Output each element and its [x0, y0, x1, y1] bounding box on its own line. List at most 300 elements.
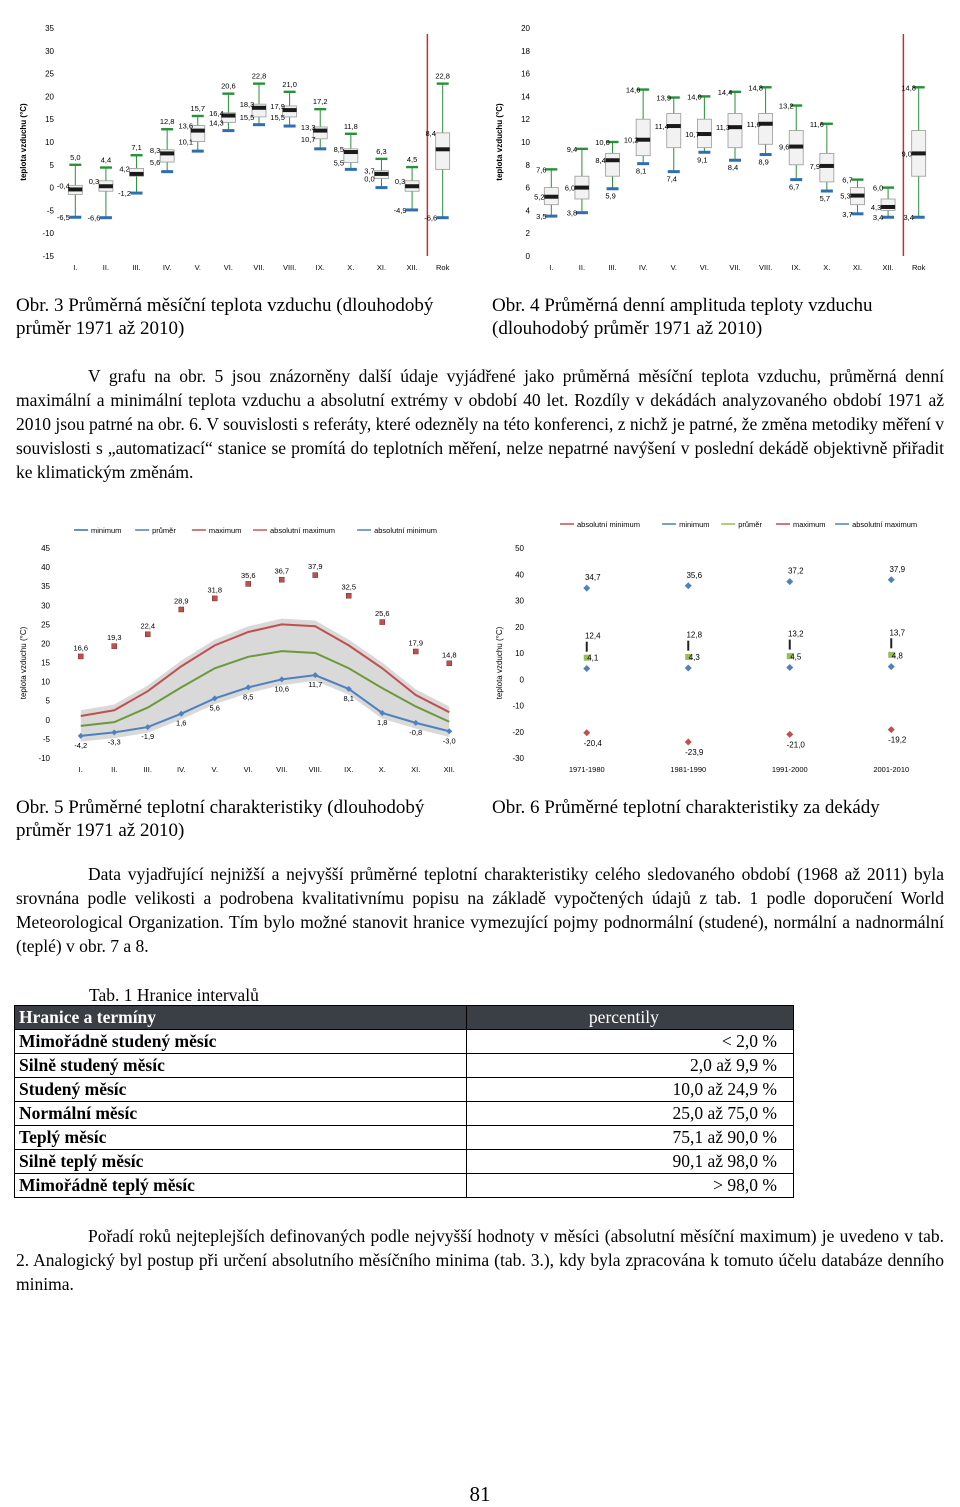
data-label: 3,7 — [364, 166, 375, 176]
data-label: -6,6 — [424, 213, 438, 223]
y-tick-label: 0 — [519, 675, 524, 685]
data-label: 6,0 — [872, 183, 884, 193]
box-body — [606, 153, 620, 176]
table-header-cell: percentily — [466, 1006, 793, 1030]
data-label: 3,4 — [903, 213, 914, 223]
box-max-marker — [161, 128, 173, 130]
series-point — [786, 578, 793, 585]
box-median — [728, 125, 742, 129]
box-min-marker — [821, 190, 833, 193]
x-tick-label: I. — [78, 765, 83, 774]
box-min-marker — [790, 178, 802, 181]
data-label: 17,2 — [312, 97, 328, 107]
box-median — [68, 187, 82, 191]
box-min-marker — [222, 129, 234, 132]
data-label: 3,7 — [842, 209, 853, 219]
table-header-cell: Hranice a termíny — [15, 1006, 467, 1030]
table-row — [15, 1078, 794, 1102]
legend-label: maximum — [793, 520, 826, 529]
minimum-label: -3,3 — [107, 737, 121, 747]
x-tick-label: XI. — [376, 263, 387, 272]
maximum-point — [687, 641, 689, 651]
table-cell-percentile: 25,0 až 75,0 % — [466, 1102, 793, 1126]
box-min-marker — [100, 216, 112, 219]
x-tick-label: VI. — [223, 263, 233, 272]
box-min-marker — [668, 170, 680, 173]
minimum-label: 1,6 — [176, 718, 187, 728]
box-min-marker — [729, 159, 741, 162]
series-point — [685, 738, 692, 745]
legend-label: absolutní maximum — [852, 520, 918, 529]
y-tick-label: 5 — [45, 696, 50, 706]
y-tick-label: 15 — [41, 658, 50, 668]
data-label: 7,6 — [536, 165, 547, 175]
chart-monthly-mean-temperature — [14, 18, 470, 280]
y-tick-label: 15 — [45, 115, 54, 125]
y-axis-label: teplota vzduchu (°C) — [19, 626, 28, 700]
y-tick-label: 10 — [45, 138, 54, 147]
data-label: 6,7 — [789, 182, 800, 192]
data-label: 13,7 — [889, 628, 906, 638]
data-label: 5,7 — [819, 194, 831, 204]
table-cell-term: Normální měsíc — [15, 1102, 467, 1126]
x-tick-label: V. — [670, 263, 677, 272]
y-tick-label: 5 — [49, 160, 54, 170]
x-tick-label: XII. — [406, 263, 418, 272]
abs-max-label: 31,8 — [207, 585, 223, 595]
box-max-marker — [284, 91, 296, 93]
table-cell-percentile: < 2,0 % — [466, 1030, 793, 1054]
x-tick-label: 1971-1980 — [568, 765, 605, 774]
box-max-marker — [192, 115, 204, 117]
data-label: 6,0 — [564, 183, 576, 193]
table-cell-percentile: 2,0 až 9,9 % — [466, 1054, 793, 1078]
data-label: 4,4 — [100, 155, 112, 165]
y-tick-label: 50 — [515, 544, 524, 553]
legend-label: absolutní minimum — [374, 526, 438, 535]
abs-max-point — [246, 581, 251, 586]
y-tick-label: 20 — [521, 24, 530, 33]
y-tick-label: 10 — [515, 649, 524, 658]
x-tick-label: II. — [111, 765, 118, 774]
minimum-label: -1,9 — [141, 732, 155, 742]
data-label: 5,2 — [534, 192, 545, 202]
x-tick-label: Rok — [912, 263, 926, 272]
y-tick-label: 45 — [41, 544, 50, 553]
fig3-caption: Obr. 3 Průměrná měsíční teplota vzduchu (dlouhodobý průměr 1971 až 2010) — [16, 295, 434, 339]
data-label: 3,8 — [566, 208, 578, 218]
data-label: 14,4 — [717, 87, 733, 97]
box-min-marker — [253, 123, 265, 126]
interval-table — [14, 1005, 794, 1198]
x-tick-label: IX. — [791, 263, 801, 272]
x-tick-label: X. — [347, 263, 355, 272]
box-min-marker — [192, 150, 204, 153]
box-max-marker — [100, 166, 112, 168]
table-cell-term: Silně teplý měsíc — [15, 1150, 467, 1174]
y-tick-label: -5 — [42, 734, 50, 744]
series-point — [786, 731, 793, 738]
box-median — [820, 164, 834, 168]
box-max-marker — [545, 168, 557, 170]
abs-max-label: 14,8 — [441, 650, 457, 660]
box-min-marker — [698, 151, 710, 154]
table-row — [15, 1126, 794, 1150]
series-point — [685, 664, 692, 671]
table-cell-term: Silně studený měsíc — [15, 1054, 467, 1078]
box-median — [405, 184, 419, 188]
data-label: 6,7 — [842, 175, 853, 185]
data-label: 8,3 — [149, 145, 161, 155]
box-median — [881, 205, 895, 209]
data-label: 8,4 — [595, 156, 606, 166]
data-label: 35,6 — [686, 570, 703, 580]
box-min-marker — [607, 187, 619, 190]
data-label: -0,4 — [56, 181, 70, 191]
fig5-caption: Obr. 5 Průměrné teplotní charakteristiky (dlouhodobý průměr 1971 až 2010) — [16, 797, 425, 841]
data-label: 5,3 — [840, 191, 851, 201]
x-tick-label: XII. — [443, 765, 455, 774]
data-label: 16,4 — [209, 108, 224, 118]
x-tick-label: X. — [823, 263, 831, 272]
data-label: 11,4 — [654, 122, 669, 132]
box-median — [344, 150, 358, 154]
abs-max-label: 28,9 — [173, 596, 189, 606]
data-label: -21,0 — [786, 740, 805, 750]
data-label: 12,8 — [686, 630, 703, 640]
box-min-marker — [131, 192, 143, 195]
x-tick-label: XI. — [852, 263, 863, 272]
legend-label: maximum — [208, 526, 242, 535]
x-tick-label: III. — [132, 263, 141, 272]
box-min-marker — [345, 168, 357, 171]
y-tick-label: -10 — [42, 229, 54, 239]
x-tick-label: Rok — [436, 263, 450, 272]
box-median — [667, 124, 681, 128]
minimum-label: 5,6 — [209, 703, 220, 713]
y-tick-label: 25 — [45, 69, 54, 79]
box-median — [374, 172, 388, 176]
y-tick-label: 18 — [521, 46, 530, 56]
x-tick-label: II. — [578, 263, 586, 272]
table-row — [15, 1174, 794, 1198]
data-label: 18,3 — [239, 100, 255, 110]
data-label: 14,0 — [687, 92, 702, 102]
data-label: -23,9 — [685, 747, 704, 757]
abs-max-label: 36,7 — [274, 566, 290, 576]
table-cell-term: Teplý měsíc — [15, 1126, 467, 1150]
x-tick-label: IX. — [344, 765, 354, 774]
x-tick-label: IV. — [162, 263, 172, 272]
abs-max-point — [279, 577, 284, 582]
chart-temperature-characteristics — [14, 512, 472, 780]
data-label: 14,8 — [901, 83, 916, 93]
x-tick-label: I. — [73, 263, 78, 272]
box-min-marker — [851, 212, 863, 215]
data-label: 17,9 — [270, 101, 285, 111]
x-tick-label: XI. — [411, 765, 421, 774]
legend-label: absolutní maximum — [270, 526, 336, 535]
data-label: 22,8 — [435, 71, 450, 81]
paragraph-1: V grafu na obr. 5 jsou znázorněny další údaje vyjádřené jako průměrná měsíční teplota vzduchu, průměrná denní maximální a minimální teplota vzduchu a absolutní extrémy v období 40 let. Rozdíly v dekádách analyzovaného období 1971 až 2010 jsou patrné na obr. 6. V souvislosti s referáty, které odezněly na této konferenci, z nichž je patrné, že změna metodiky měření v souvislosti s „automatizací“ stanice se promítá do teplotních měření, nelze nepatrné navýšení v poslední dekádě objektivně přiřadit ke klimatickým změnám. — [16, 366, 944, 482]
x-tick-label: V. — [211, 765, 218, 774]
box-min-marker — [314, 147, 326, 150]
data-label: 4,1 — [587, 653, 599, 663]
box-max-marker — [345, 133, 357, 135]
legend-label: průměr — [152, 526, 176, 535]
y-tick-label: 20 — [45, 92, 54, 102]
data-label: 12,8 — [159, 117, 175, 127]
x-tick-label: IX. — [315, 263, 325, 272]
minimum-label: 11,7 — [308, 680, 323, 690]
abs-max-point — [212, 596, 217, 601]
minimum-label: -3,0 — [442, 736, 456, 746]
table-cell-term: Studený měsíc — [15, 1078, 467, 1102]
x-tick-label: 2001-2010 — [873, 765, 910, 774]
y-tick-label: 35 — [41, 582, 50, 592]
box-min-marker — [913, 216, 925, 219]
data-label: 8,9 — [758, 157, 769, 167]
abs-max-point — [346, 593, 351, 598]
x-tick-label: VIII. — [758, 263, 773, 272]
y-tick-label: 30 — [45, 46, 54, 56]
x-tick-label: IV. — [177, 765, 186, 774]
box-median — [912, 151, 926, 155]
minimum-label: 8,5 — [243, 692, 254, 702]
data-label: 13,2 — [787, 629, 804, 639]
data-label: 7,1 — [131, 143, 142, 153]
y-tick-label: -5 — [46, 206, 54, 216]
y-tick-label: 30 — [515, 596, 524, 606]
data-label: 4,3 — [870, 202, 882, 212]
y-tick-label: 0 — [45, 715, 50, 725]
y-tick-label: 10 — [41, 677, 50, 687]
data-label: 9,0 — [901, 149, 912, 159]
abs-max-label: 37,9 — [307, 562, 323, 572]
data-label: 4,5 — [406, 155, 418, 165]
abs-max-label: 22,4 — [140, 621, 156, 631]
box-body — [667, 114, 681, 148]
table-row — [15, 1030, 794, 1054]
abs-max-point — [413, 649, 418, 654]
data-label: 8,4 — [425, 128, 436, 138]
box-min-marker — [760, 153, 772, 156]
box-max-marker — [69, 164, 81, 166]
x-tick-label: VII. — [253, 263, 265, 272]
data-label: -6,5 — [56, 213, 70, 223]
data-label: 3,5 — [536, 212, 547, 222]
abs-max-point — [447, 661, 452, 666]
x-tick-label: III. — [143, 765, 152, 774]
box-body — [759, 114, 773, 145]
box-median — [606, 158, 620, 162]
data-label: -1,2 — [118, 189, 132, 199]
data-label: 11,6 — [746, 119, 761, 129]
y-tick-label: -10 — [38, 754, 50, 763]
series-point — [583, 585, 590, 592]
box-max-marker — [437, 82, 449, 84]
data-label: 13,3 — [300, 122, 316, 132]
y-axis-label: teplota vzduchu (°C) — [495, 103, 504, 181]
y-tick-label: 40 — [515, 570, 524, 580]
y-tick-label: 0 — [49, 183, 54, 193]
data-label: 37,9 — [889, 564, 906, 574]
range-band — [81, 619, 450, 742]
data-label: -4,9 — [393, 205, 407, 215]
y-tick-label: -15 — [42, 252, 54, 261]
data-label: 11,3 — [715, 123, 731, 133]
paragraph-2: Data vyjadřující nejnižší a nejvyšší průměrné teplotní charakteristiky celého sledovaného období (1968 až 2011) byla srovnána podle velikosti a podrobena kvalitativnímu popisu na základě vypočtených údajů z tab. 1 podle doporučení World Meteorological Organization. Tím bylo možné stanovit hranice vymezující pojmy podnormální (studené), normální a nadnormální (teplé) v obr. 7 a 8. — [16, 864, 944, 956]
y-tick-label: -20 — [512, 727, 524, 737]
abs-max-point — [112, 644, 117, 649]
box-min-marker — [284, 125, 296, 128]
abs-max-label: 32,5 — [341, 582, 357, 592]
box-median — [850, 194, 864, 198]
data-label: 8,1 — [635, 166, 647, 176]
data-label: 0,3 — [394, 176, 406, 186]
box-max-marker — [222, 92, 234, 94]
box-min-marker — [437, 216, 449, 219]
y-axis-label: teplota vzduchu (°C) — [19, 103, 28, 181]
series-point — [786, 664, 793, 671]
box-min-marker — [406, 208, 418, 211]
data-label: 6,3 — [376, 146, 387, 156]
x-tick-label: V. — [194, 263, 201, 272]
box-max-marker — [406, 166, 418, 168]
x-tick-label: X. — [378, 765, 386, 774]
minimum-label: 8,1 — [343, 693, 354, 703]
data-label: 14,6 — [625, 85, 641, 95]
data-label: 13,6 — [178, 121, 194, 131]
table-cell-term: Mimořádně teplý měsíc — [15, 1174, 467, 1198]
paragraph-3: Pořadí roků nejteplejších definovaných podle nejvyšší hodnoty v měsíci (absolutní měsíční maximum) je uvedeno v tab. 2. Analogický byl postup při určení absolutního měsíčního minima (tab. 3.), kdy byla zpracována k tomuto účelu databáze denního minima. — [16, 1226, 944, 1294]
data-label: 13,9 — [656, 93, 672, 103]
box-max-marker — [253, 82, 265, 84]
data-label: 10,7 — [685, 130, 700, 140]
y-tick-label: 35 — [45, 24, 54, 33]
chart-decade-characteristics — [490, 512, 948, 780]
x-tick-label: VII. — [276, 765, 288, 774]
data-label: 11,6 — [809, 119, 824, 129]
y-tick-label: 2 — [525, 229, 530, 239]
abs-max-point — [145, 632, 150, 637]
abs-max-label: 16,6 — [73, 643, 89, 653]
table-row — [15, 1150, 794, 1174]
legend-label: minimum — [91, 526, 122, 535]
series-point — [888, 663, 895, 670]
table-cell-term: Mimořádně studený měsíc — [15, 1030, 467, 1054]
minimum-label: 1,8 — [377, 717, 388, 727]
box-max-marker — [882, 186, 894, 188]
abs-max-label: 17,9 — [408, 638, 424, 648]
box-body — [728, 114, 742, 148]
x-tick-label: VI. — [243, 765, 253, 774]
data-label: 0,3 — [88, 176, 100, 186]
x-tick-label: VI. — [699, 263, 709, 272]
box-median — [759, 122, 773, 126]
legend-label: minimum — [679, 520, 710, 529]
data-label: 12,4 — [584, 631, 601, 641]
data-label: 13,2 — [778, 101, 794, 111]
box-median — [575, 186, 589, 190]
box-min-marker — [69, 216, 81, 219]
data-label: 10,1 — [178, 137, 194, 147]
minimum-label: -4,2 — [74, 740, 88, 750]
box-median — [789, 145, 803, 149]
y-tick-label: 12 — [521, 115, 530, 125]
box-max-marker — [375, 158, 387, 160]
box-median — [160, 151, 174, 155]
data-label: -19,2 — [888, 735, 907, 745]
abs-max-point — [78, 654, 83, 659]
data-label: 7,4 — [666, 174, 677, 184]
legend-label: absolutní minimum — [577, 520, 640, 529]
box-max-marker — [131, 154, 143, 156]
box-median — [99, 184, 113, 188]
data-label: 3,4 — [872, 213, 884, 223]
box-max-marker — [314, 108, 326, 110]
data-label: 11,8 — [343, 121, 358, 131]
table-row — [15, 1054, 794, 1078]
data-label: 9,6 — [779, 142, 790, 152]
y-tick-label: 10 — [521, 138, 530, 147]
data-label: 8,5 — [333, 144, 345, 154]
y-tick-label: 0 — [525, 252, 530, 261]
data-label: 0,0 — [364, 174, 375, 184]
data-label: 34,7 — [584, 573, 601, 583]
y-tick-label: 30 — [41, 601, 50, 611]
minimum-label: 10,6 — [274, 684, 290, 694]
box-min-marker — [882, 216, 894, 219]
fig6-caption: Obr. 6 Průměrné teplotní charakteristiky za dekády — [492, 797, 880, 818]
series-point — [685, 582, 692, 589]
data-label: 5,5 — [333, 158, 345, 168]
data-label: 9,1 — [697, 155, 708, 165]
y-tick-label: 14 — [521, 92, 530, 102]
table-cell-percentile: > 98,0 % — [466, 1174, 793, 1198]
y-tick-label: 6 — [525, 183, 530, 193]
y-axis-label: teplota vzduchu (°C) — [495, 626, 504, 700]
abs-max-label: 19,3 — [106, 633, 122, 643]
box-min-marker — [576, 211, 588, 214]
table-cell-percentile: 90,1 až 98,0 % — [466, 1150, 793, 1174]
data-label: 4,5 — [790, 652, 802, 662]
x-tick-label: II. — [102, 263, 110, 272]
data-label: 8,4 — [727, 163, 739, 173]
data-label: 14,3 — [209, 118, 224, 128]
box-median — [130, 172, 144, 176]
box-max-marker — [851, 178, 863, 180]
box-median — [436, 147, 450, 151]
data-label: 15,7 — [190, 104, 206, 114]
data-label: 14,8 — [748, 83, 763, 93]
data-label: 15,5 — [239, 112, 255, 122]
data-label: 20,6 — [221, 81, 236, 91]
y-tick-label: -30 — [512, 754, 524, 763]
data-label: 22,8 — [251, 71, 267, 81]
data-label: 21,0 — [282, 79, 297, 89]
y-tick-label: 4 — [525, 206, 530, 216]
table-cell-percentile: 10,0 až 24,9 % — [466, 1078, 793, 1102]
data-label: 9,4 — [566, 144, 578, 154]
series-point — [583, 729, 590, 736]
x-tick-label: VII. — [729, 263, 741, 272]
data-label: 10,0 — [595, 138, 610, 147]
box-min-marker — [161, 170, 173, 173]
maximum-point — [789, 640, 791, 650]
abs-max-label: 35,6 — [240, 570, 256, 580]
table-row — [15, 1102, 794, 1126]
